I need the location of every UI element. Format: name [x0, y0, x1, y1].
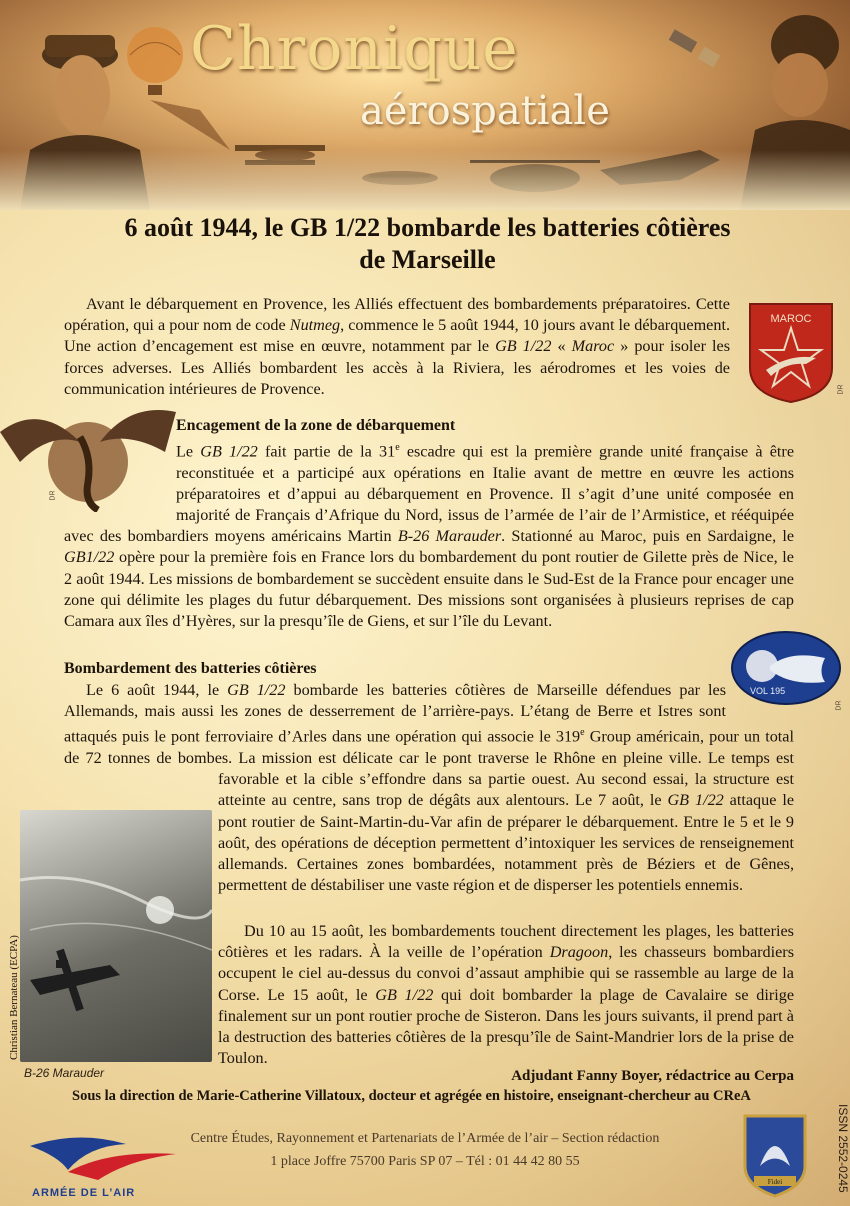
section1-paragraph — [64, 437, 794, 632]
credit-dr-badge: DR — [837, 384, 845, 395]
section3-paragraph — [218, 921, 794, 1069]
ornithopter-image — [150, 100, 230, 150]
section2-heading: Bombardement des batteries côtières — [64, 660, 317, 677]
photo-caption: B-26 Marauder — [24, 1066, 105, 1080]
pilot-portrait-image — [740, 15, 850, 210]
text-run: , commence le 5 août 1944, 10 jours avant le débarquement. Une action d’encagement est mise en œuvre, notamment par le — [64, 316, 730, 356]
text-run: » pour isoler les forces adverses. Les Alliés bombardent les accès à la Riviera, les aérodromes et les voies de communication intérieures de Provence. — [64, 337, 731, 398]
text-run: , les chasseurs bombardiers occupent le ciel au-dessus du convoi d’assaut amphibie qui se rassemble au large de la Corse. Le 15 août, le — [218, 943, 794, 1004]
publication-subtitle: aérospatiale — [360, 88, 610, 134]
b26-aircraft-silhouette — [30, 950, 120, 1010]
text-run: escadre qui est la première grande unité française à être reconstituée et a participé aux opérations en Italie avant de mettre en œuvre les actions préparatoires et d’appui au débarquement en Provence. Il s’agit d’une unité composée en majorité de Français d’Afrique du Nord, issus de l’armée de l’air de l’Armistice, et rééquipée avec des bombardiers moyens américains Martin — [64, 442, 794, 546]
italic-term: GB1/22 — [64, 548, 115, 567]
credit-dr-figure: DR — [49, 490, 57, 501]
issn-label: ISSN 2552-0245 — [836, 1104, 850, 1193]
text-run: Le 6 août 1944, le — [86, 681, 228, 699]
maroc-badge-image — [746, 298, 836, 406]
monoplane-image — [362, 171, 438, 185]
logo-label: ARMÉE DE L’AIR — [32, 1187, 136, 1199]
text-run: attaque le pont routier de Saint-Martin-du-Var afin de préparer le débarquement. Entre le 5 et le 9 août, des opérations de déception permettent d’intoxiquer les services de renseignement allemands. Certaines zones bombardées, notamment près de Béziers et de Gênes, permettent de déstabiliser une vaste région et de disperser les potentiels ennemis. — [218, 791, 795, 895]
badge-label: MAROC — [770, 313, 812, 325]
photo-credit: Christian Bernateau (ECPA) — [8, 935, 20, 1060]
text-run: qui doit bombarder la plage de Cavalaire se dirige finalement sur un pont routier proche de Sisteron. Dans les jours suivants, il prend part à la destruction des batteries côtières de la presqu’île de Saint-Mandrier lors de la prise de Toulon. — [218, 985, 795, 1068]
italic-term: Maroc — [571, 337, 615, 356]
armee-de-l-air-logo — [28, 1130, 178, 1202]
section1-heading: Encagement de la zone de débarquement — [176, 417, 456, 434]
italic-term: GB 1/22 — [495, 337, 552, 356]
article-title-line1: 6 août 1944, le GB 1/22 bombarde les batteries côtières — [124, 213, 731, 242]
italic-term: B-26 Marauder — [397, 527, 502, 546]
aerial-terrain-graphic — [20, 810, 212, 1062]
crest-banner-label: Fidei — [767, 1178, 783, 1186]
italic-term: Dragoon — [549, 943, 609, 962]
author-signature: Adjudant Fanny Boyer, rédactrice au Cerpa — [511, 1068, 794, 1084]
text-run: Du 10 au 15 août, les bombardements touchent directement les plages, les batteries côtières et les radars. À la veille de l’opération — [218, 922, 794, 962]
text-run: Group américain, pour un total de 72 tonnes de bombes. La mission est délicate car le pont traverse le Rhône en pleine ville. Le temps est favorable et la cible s’effondre dans sa partie ouest. Au second essai, la structure est atteinte au centre, sans trop de dégâts aux alentours. Le 7 août, le — [64, 727, 794, 810]
header-banner — [0, 0, 850, 210]
helicopter-image — [470, 160, 600, 192]
text-run: « — [551, 337, 572, 356]
italic-term: GB 1/22 — [227, 681, 286, 699]
credit-dr-insignia: DR — [835, 700, 843, 711]
figure-wrap-shim — [64, 437, 176, 521]
balloon-image — [127, 27, 183, 95]
footer-address-line2: 1 place Joffre 75700 Paris SP 07 – Tél : 01 44 42 80 55 — [270, 1154, 580, 1169]
intro-paragraph — [64, 294, 730, 400]
publication-title: Chronique — [190, 14, 519, 84]
italic-term: GB 1/22 — [200, 442, 258, 461]
biplane-image — [235, 145, 325, 165]
insignia-label: VOL 195 — [750, 686, 786, 696]
text-run: opère pour la première fois en France lors du bombardement du pont routier de Gilette près de Nice, le 2 août 1944. Les missions de bombardement se succèdent ensuite dans le Sud-Est de la France pour encager une zone qui délimite les plages du futur débarquement. Des missions sont organisées à plusieurs reprises de cap Camara aux îles d’Hyères, sur la presqu’île de Giens, et sur l’île du Levant. — [64, 548, 794, 631]
italic-term: Nutmeg — [289, 316, 341, 335]
text-run: bombarde les batteries côtières de Marseille défendues par les Allemands, mais aussi les zones de desserrement de l’arrière-pays. L’étang de Berre et Istres sont attaqués puis le pont ferroviaire d’Arles dans une opération qui associe le 319 — [64, 681, 726, 746]
text-run: Le — [176, 442, 201, 461]
b26-bomber-photo — [20, 810, 212, 1062]
ordinal-suffix: e — [395, 442, 400, 453]
footer-address-line1: Centre Études, Rayonnement et Partenariats de l’Armée de l’air – Section rédaction — [190, 1131, 660, 1146]
satellite-image — [669, 29, 721, 67]
text-run: fait partie de la 31 — [257, 442, 396, 461]
text-run: Avant le débarquement en Provence, les Alliés effectuent des bombardements préparatoires. Cette opération, qui a pour nom de code — [64, 295, 730, 335]
article-title — [60, 212, 795, 276]
direction-credit: Sous la direction de Marie-Catherine Villatoux, docteur et agrégée en histoire, enseignant-chercheur au CReA — [72, 1088, 751, 1104]
article-title-line2: de Marseille — [359, 245, 496, 274]
italic-term: GB 1/22 — [375, 985, 434, 1004]
ordinal-suffix: e — [580, 727, 585, 739]
blue-insignia-image — [730, 628, 843, 711]
rafale-jet-image — [600, 150, 720, 185]
eagle-crest-image — [740, 1106, 810, 1198]
italic-term: GB 1/22 — [667, 791, 724, 810]
text-run: . Stationné au Maroc, puis en Sardaigne, le — [501, 527, 795, 546]
